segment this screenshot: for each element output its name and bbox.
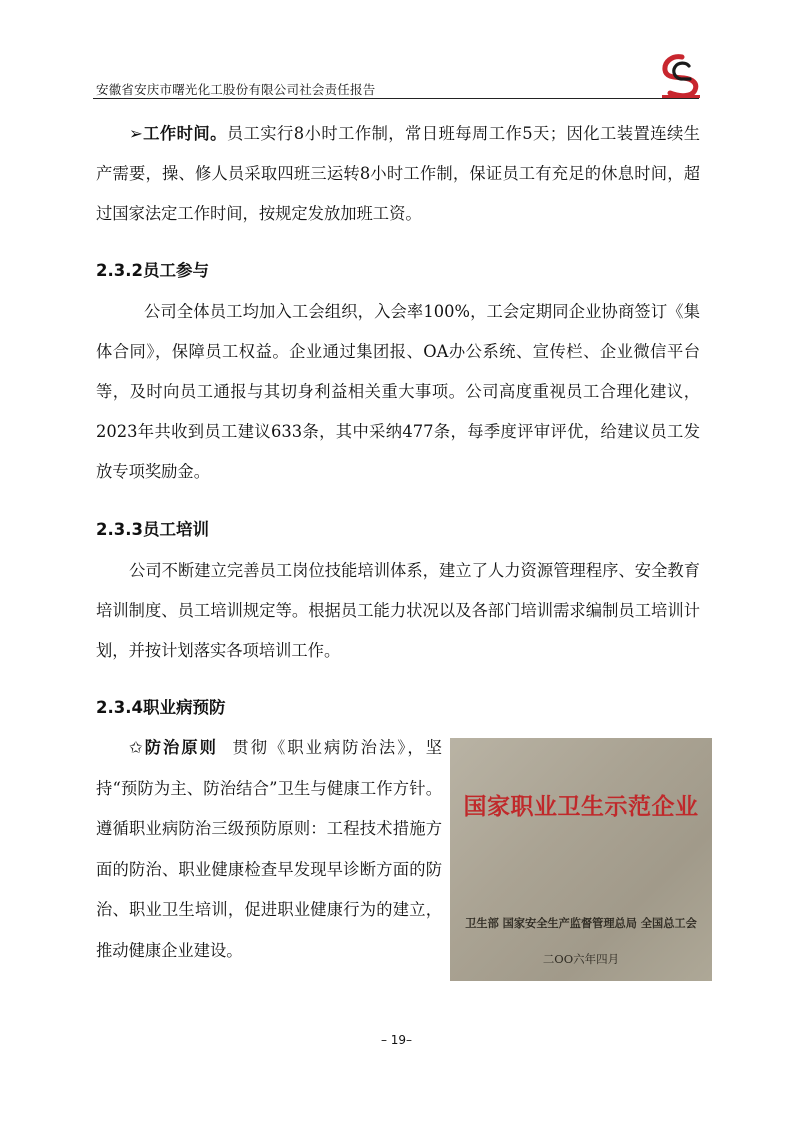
- occupational-text: 贯彻《职业病防治法》，坚持“预防为主、防治结合”卫生与健康工作方针。遵循职业病防治三级预防原则：工程技术措施方面的防治、职业健康检查早发现早诊断方面的防治、职业卫生培训，促进职业健康行为的建立，推动健康企业建设。: [96, 738, 442, 960]
- plaque-issuers: 卫生部 国家安全生产监督管理总局 全国总工会: [465, 916, 697, 930]
- work-time-lead: 工作时间。: [142, 124, 227, 143]
- occupational-paragraph: [96, 728, 442, 971]
- training-paragraph: 公司不断建立完善员工岗位技能培训体系，建立了人力资源管理程序、安全教育培训制度、员工培训规定等。根据员工能力状况以及各部门培训需求编制员工培训计划，并按计划落实各项培训工作。: [96, 561, 700, 660]
- award-plaque-image: [450, 738, 712, 981]
- occupational-lead: 防治原则: [142, 738, 218, 757]
- header-divider: [93, 98, 699, 99]
- arrow-bullet-icon: ➢: [129, 124, 143, 143]
- work-time-text: 员工实行8小时工作制，常日班每周工作5天；因化工装置连续生产需要，操、修人员采取四班三运转8小时工作制，保证员工有充足的休息时间，超过国家法定工作时间，按规定发放加班工资。: [96, 124, 700, 223]
- page-number: – 19–: [380, 1033, 413, 1047]
- work-time-paragraph: [96, 114, 700, 234]
- star-bullet-icon: ✩: [129, 738, 143, 757]
- section-heading-occupational: 2.3.4职业病预防: [96, 698, 226, 717]
- participation-paragraph: 公司全体员工均加入工会组织，入会率100%，工会定期同企业协商签订《集体合同》，保障员工权益。企业通过集团报、OA办公系统、宣传栏、企业微信平台等，及时向员工通报与其切身利益相关重大事项。公司高度重视员工合理化建议，2023年共收到员工建议633条，其中采纳477条，每季度评审评优，给建议员工发放专项奖励金。: [96, 302, 700, 481]
- section-heading-participation: 2.3.2员工参与: [96, 261, 209, 280]
- report-header-title: 安徽省安庆市曙光化工股份有限公司社会责任报告: [96, 82, 376, 97]
- company-logo: [658, 53, 704, 99]
- section-heading-training: 2.3.3员工培训: [96, 520, 209, 539]
- plaque-title: 国家职业卫生示范企业: [463, 794, 699, 820]
- plaque-date: 二OO六年四月: [542, 952, 620, 966]
